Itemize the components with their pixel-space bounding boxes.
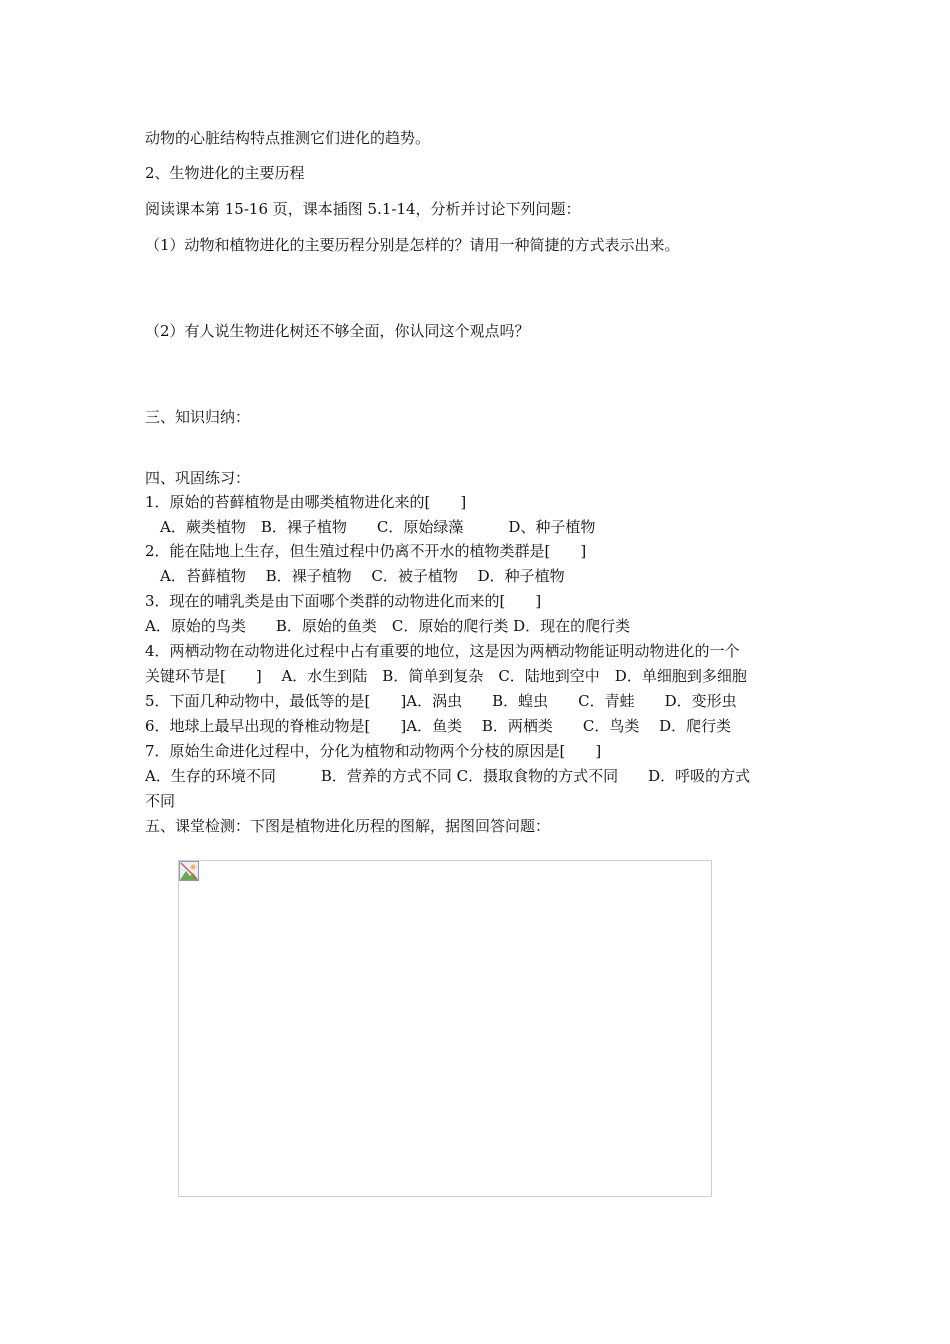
practice-q2: 2．能在陆地上生存，但生殖过程中仍离不开水的植物类群是[ ] xyxy=(145,542,587,560)
practice-q5: 5．下面几种动物中，最低等的是[ ]A．涡虫 B．蝗虫 C．青蛙 D．变形虫 xyxy=(145,692,737,710)
practice-q4: 4．两栖动物在动物进化过程中占有重要的地位，这是因为两栖动物能证明动物进化的一个 xyxy=(145,642,740,660)
section-heading-practice: 四、巩固练习： xyxy=(145,469,251,487)
section-heading-summary: 三、知识归纳： xyxy=(145,408,251,426)
line-1: 动物的心脏结构特点推测它们进化的趋势。 xyxy=(145,129,431,147)
practice-q3: 3．现在的哺乳类是由下面哪个类群的动物进化而来的[ ] xyxy=(145,592,542,610)
practice-q6: 6．地球上最早出现的脊椎动物是[ ]A．鱼类 B．两栖类 C．鸟类 D．爬行类 xyxy=(145,717,732,735)
diagram-image-placeholder xyxy=(178,860,712,1197)
reading-instruction: 阅读课本第 15-16 页，课本插图 5.1-14，分析并讨论下列问题： xyxy=(145,200,581,218)
question-2: （2）有人说生物进化树还不够全面，你认同这个观点吗？ xyxy=(145,322,530,340)
practice-q7-options: A．生存的环境不同 B．营养的方式不同 C．摄取食物的方式不同 D．呼吸的方式 xyxy=(145,767,751,785)
section-heading-evolution-history: 2、生物进化的主要历程 xyxy=(145,164,305,182)
broken-image-icon xyxy=(179,861,199,881)
practice-q2-options: A．苔藓植物 B．裸子植物 C．被子植物 D．种子植物 xyxy=(145,567,565,585)
practice-q3-options: A．原始的鸟类 B．原始的鱼类 C．原始的爬行类 D．现在的爬行类 xyxy=(145,617,631,635)
practice-q4-cont: 关键环节是[ ] A．水生到陆 B．简单到复杂 C．陆地到空中 D．单细胞到多细胞 xyxy=(145,667,747,685)
question-1: （1）动物和植物进化的主要历程分别是怎样的？请用一种简捷的方式表示出来。 xyxy=(145,236,680,254)
practice-q7: 7．原始生命进化过程中，分化为植物和动物两个分枝的原因是[ ] xyxy=(145,742,602,760)
practice-q1: 1．原始的苔藓植物是由哪类植物进化来的[ ] xyxy=(145,493,467,511)
section-heading-class-test: 五、课堂检测：下图是植物进化历程的图解，据图回答问题： xyxy=(145,817,551,835)
practice-q7-options-cont: 不同 xyxy=(145,792,176,810)
practice-q1-options: A．蕨类植物 B．裸子植物 C．原始绿藻 D、种子植物 xyxy=(145,518,596,536)
